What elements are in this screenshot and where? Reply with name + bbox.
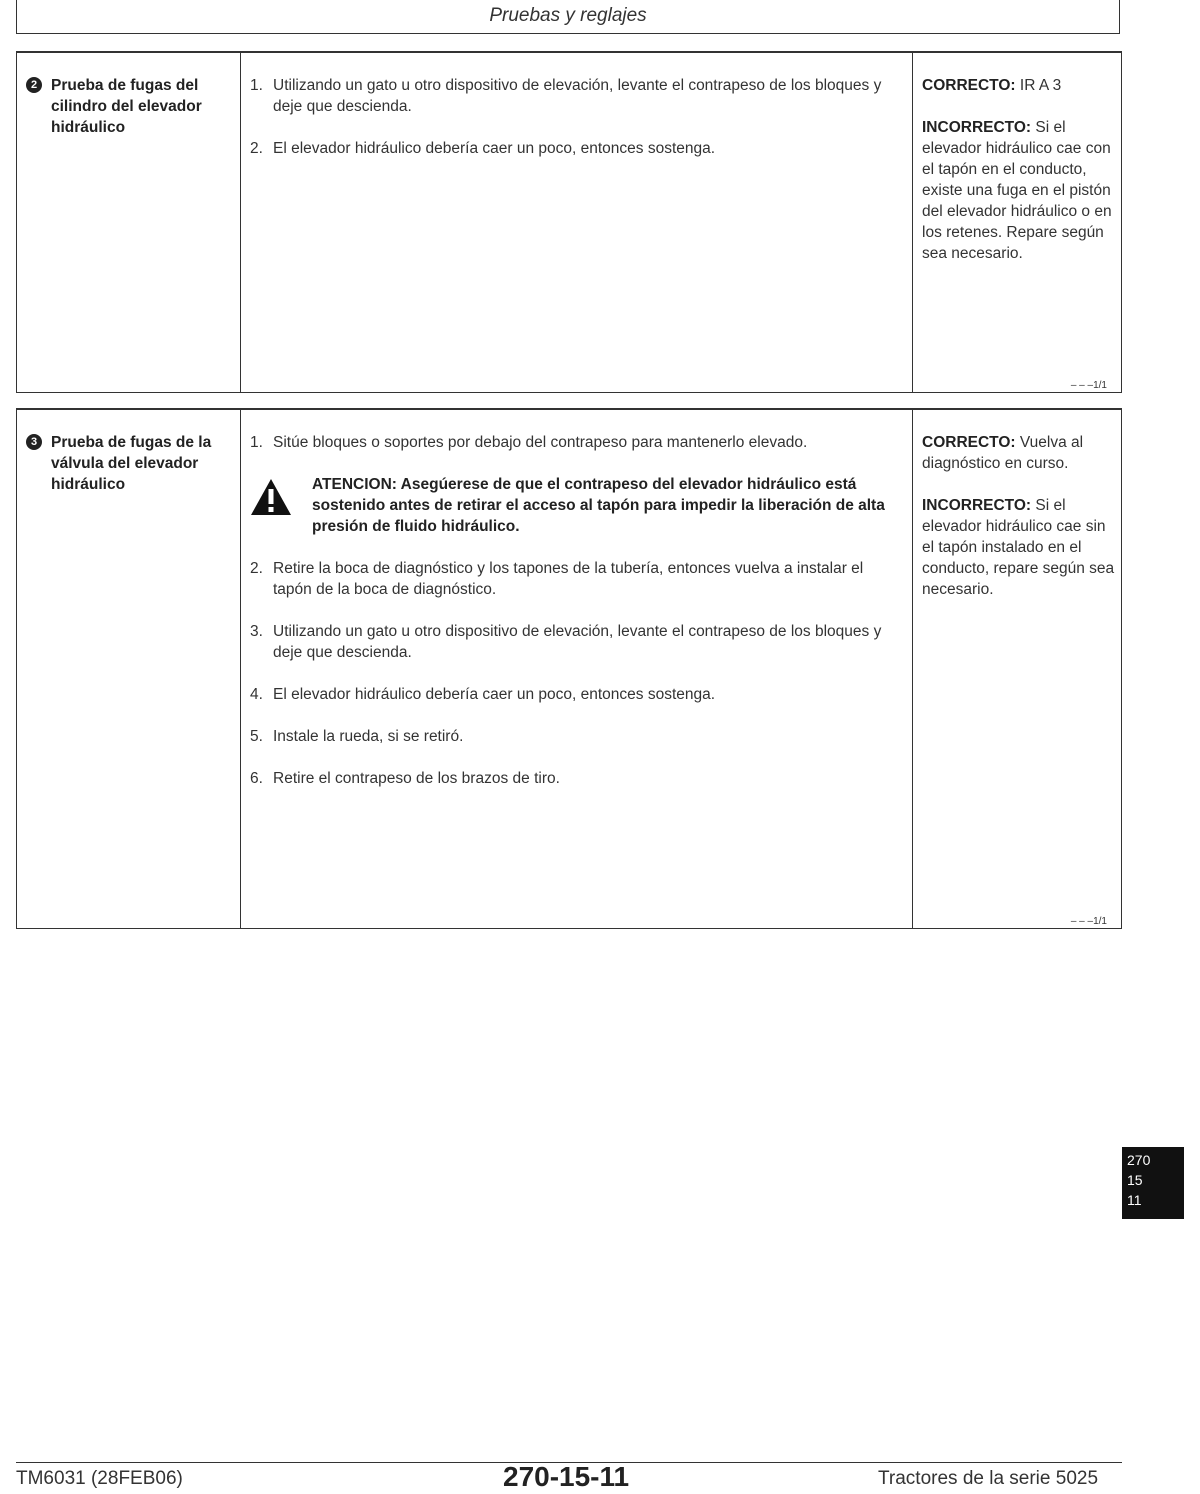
result-cell: [913, 53, 1121, 392]
step-number-badge: 2: [26, 77, 42, 93]
test-section-3: [16, 408, 1122, 929]
page-code: – – –1/1: [1070, 916, 1107, 927]
result-ok: CORRECTO: Vuelva al diagnóstico en curso.: [922, 434, 1084, 472]
step-text: Retire el contrapeso de los brazos de tiro.: [273, 770, 560, 787]
section-title: Prueba de fugas del cilindro del elevador hidráulico: [51, 77, 202, 136]
procedure-step: 5. Instale la rueda, si se retiró.: [250, 728, 464, 745]
step-text: Utilizando un gato u otro dispositivo de elevación, levante el contrapeso de los bloques y deje que descienda.: [273, 77, 882, 115]
caution-notice: [250, 474, 904, 537]
procedure-step: 6. Retire el contrapeso de los brazos de tiro.: [250, 770, 560, 787]
step-number-badge: 3: [26, 434, 42, 450]
step-text: El elevador hidráulico debería caer un poco, entonces sostenga.: [273, 686, 716, 703]
step-text: Instale la rueda, si se retiró.: [273, 728, 464, 745]
page-number: 270-15-11: [503, 1461, 630, 1492]
procedure-step: 3. Utilizando un gato u otro dispositivo de elevación, levante el contrapeso de los bloques y deje que descienda.: [250, 621, 904, 663]
step-text: Retire la boca de diagnóstico y los tapones de la tubería, entonces vuelva a instalar el tapón de la boca de diagnóstico.: [273, 560, 864, 598]
section-title-cell: [17, 53, 241, 392]
result-cell: [913, 410, 1121, 928]
result-not-ok: INCORRECTO: Si el elevador hidráulico cae con el tapón en el conducto, existe una fuga en el pistón del elevador hidráulico o en los retenes. Repare según sea necesario.: [922, 119, 1112, 262]
page-header-title: Pruebas y reglajes: [489, 5, 647, 26]
procedure-step: 1. Sitúe bloques o soportes por debajo del contrapeso para mantenerlo elevado.: [250, 434, 808, 451]
step-text: Utilizando un gato u otro dispositivo de elevación, levante el contrapeso de los bloques y deje que descienda.: [273, 623, 882, 661]
procedure-step: 2. Retire la boca de diagnóstico y los tapones de la tubería, entonces vuelva a instalar el tapón de la boca de diagnóstico.: [250, 558, 904, 600]
procedure-step: 4. El elevador hidráulico debería caer un poco, entonces sostenga.: [250, 686, 716, 703]
step-text: El elevador hidráulico debería caer un poco, entonces sostenga.: [273, 140, 716, 157]
section-title-cell: [17, 410, 241, 928]
product-series: Tractores de la serie 5025: [878, 1468, 1099, 1489]
page-code: – – –1/1: [1070, 380, 1107, 391]
section-title: Prueba de fugas de la válvula del elevador hidráulico: [51, 434, 212, 493]
result-ok: CORRECTO: IR A 3: [922, 77, 1062, 94]
test-section-2: [16, 51, 1122, 393]
page-header: [16, 0, 1120, 34]
caution-text: ATENCION: Asegúerese de que el contrapeso del elevador hidráulico está sostenido antes de retirar el acceso al tapón para impedir la liberación de alta presión de fluido hidráulico.: [312, 476, 885, 535]
warning-triangle-icon: [250, 474, 312, 537]
section-thumb-tab: 270 15 11: [1122, 1147, 1184, 1219]
procedure-cell: [241, 410, 913, 928]
result-not-ok: INCORRECTO: Si el elevador hidráulico cae sin el tapón instalado en el conducto, repare según sea necesario.: [922, 497, 1115, 598]
manual-code: TM6031 (28FEB06): [16, 1468, 183, 1489]
step-text: Sitúe bloques o soportes por debajo del contrapeso para mantenerlo elevado.: [273, 434, 808, 451]
procedure-step: 2. El elevador hidráulico debería caer un poco, entonces sostenga.: [250, 140, 716, 157]
procedure-cell: [241, 53, 913, 392]
procedure-step: 1. Utilizando un gato u otro dispositivo de elevación, levante el contrapeso de los bloques y deje que descienda.: [250, 75, 904, 117]
